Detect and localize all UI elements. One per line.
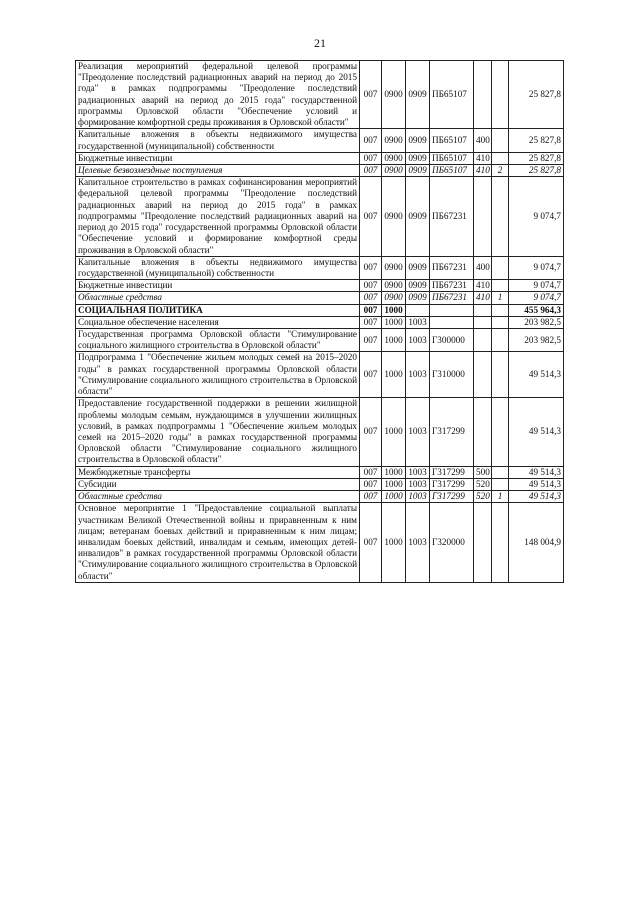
- row-funding-source-cell: [492, 329, 509, 352]
- row-sum-cell: 25 827,8: [509, 129, 564, 152]
- row-target-article-cell: Г317299: [430, 398, 474, 466]
- row-expense-type-cell: [474, 304, 492, 316]
- row-target-article-cell: Г300000: [430, 329, 474, 352]
- page-number: 21: [314, 36, 326, 50]
- row-target-article-cell: ПБ65107: [430, 129, 474, 152]
- table-row: [76, 398, 564, 466]
- row-grbs-cell: 007: [360, 478, 382, 490]
- row-name-cell: Межбюджетные трансферты: [76, 466, 360, 478]
- row-grbs-cell: 007: [360, 329, 382, 352]
- row-section-cell: 1000: [382, 398, 406, 466]
- row-grbs-cell: 007: [360, 256, 382, 279]
- row-name-cell: Капитальное строительство в рамках софинансирования мероприятий федеральной целевой программы "Преодоление последствий радиационных аварий на период до 2015 года" в рамках подпрограммы "Преодоление последствий радиационных аварий на период до 2015 года" государственной программы Орловской области "Обеспечение условий и формирование комфортной среды проживания в Орловской области": [76, 177, 360, 257]
- row-grbs-cell: 007: [360, 316, 382, 328]
- row-subsection-cell: 0909: [406, 152, 430, 164]
- row-target-article-cell: Г317299: [430, 491, 474, 503]
- table-row: [76, 466, 564, 478]
- row-expense-type-cell: 520: [474, 491, 492, 503]
- row-name-cell: Основное мероприятие 1 "Предоставление социальной выплаты участникам Великой Отечественной войны и приравненным к ним лицам; ветеранам боевых действий и приравненным к ним лицам; инвалидам боевых действий, инвалидам и семьям, имеющих детей-инвалидов" в рамках государственной программы Орловской области "Стимулирование социального жилищного строительства в Орловской области": [76, 503, 360, 583]
- row-funding-source-cell: [492, 352, 509, 398]
- row-name-cell: Реализация мероприятий федеральной целевой программы "Преодоление последствий радиационных аварий на период до 2015 года" в рамках подпрограммы "Преодоление последствий радиационных аварий на период до 2015 года" государственной программы Орловской области "Обеспечение условий и формирование комфортной среды проживания в Орловской области": [76, 61, 360, 129]
- row-grbs-cell: 007: [360, 129, 382, 152]
- row-sum-cell: 49 514,3: [509, 478, 564, 490]
- row-subsection-cell: 1003: [406, 503, 430, 583]
- row-name-cell: Областные средства: [76, 491, 360, 503]
- budget-table: [75, 60, 564, 583]
- table-row: [76, 478, 564, 490]
- row-sum-cell: 49 514,3: [509, 491, 564, 503]
- row-sum-cell: 9 074,7: [509, 280, 564, 292]
- row-name-cell: Целевые безвозмездные поступления: [76, 164, 360, 176]
- row-section-cell: 0900: [382, 177, 406, 257]
- row-section-cell: 1000: [382, 329, 406, 352]
- row-grbs-cell: 007: [360, 164, 382, 176]
- row-target-article-cell: ПБ65107: [430, 164, 474, 176]
- row-section-cell: 0900: [382, 256, 406, 279]
- row-grbs-cell: 007: [360, 352, 382, 398]
- row-funding-source-cell: [492, 152, 509, 164]
- row-subsection-cell: 1003: [406, 478, 430, 490]
- row-subsection-cell: 0909: [406, 177, 430, 257]
- row-sum-cell: 455 964,3: [509, 304, 564, 316]
- row-grbs-cell: 007: [360, 152, 382, 164]
- row-target-article-cell: [430, 316, 474, 328]
- row-name-cell: Бюджетные инвестиции: [76, 152, 360, 164]
- row-funding-source-cell: [492, 503, 509, 583]
- row-section-cell: 0900: [382, 129, 406, 152]
- row-expense-type-cell: [474, 352, 492, 398]
- row-name-cell: Областные средства: [76, 292, 360, 304]
- row-section-cell: 1000: [382, 491, 406, 503]
- row-funding-source-cell: [492, 177, 509, 257]
- row-section-cell: 1000: [382, 503, 406, 583]
- row-sum-cell: 25 827,8: [509, 61, 564, 129]
- row-target-article-cell: Г310000: [430, 352, 474, 398]
- row-section-cell: 1000: [382, 316, 406, 328]
- row-sum-cell: 49 514,3: [509, 398, 564, 466]
- table-row: [76, 329, 564, 352]
- row-section-cell: 1000: [382, 352, 406, 398]
- row-name-cell: Государственная программа Орловской области "Стимулирование социального жилищного строительства в Орловской области": [76, 329, 360, 352]
- row-name-cell: Субсидии: [76, 478, 360, 490]
- table-row: [76, 292, 564, 304]
- row-subsection-cell: 1003: [406, 352, 430, 398]
- table-row: [76, 164, 564, 176]
- row-section-cell: 1000: [382, 304, 406, 316]
- row-subsection-cell: 0909: [406, 256, 430, 279]
- row-funding-source-cell: [492, 280, 509, 292]
- row-grbs-cell: 007: [360, 466, 382, 478]
- table-row: [76, 129, 564, 152]
- table-row: [76, 61, 564, 129]
- table-row: [76, 152, 564, 164]
- row-target-article-cell: Г317299: [430, 466, 474, 478]
- row-sum-cell: 203 982,5: [509, 329, 564, 352]
- row-target-article-cell: ПБ67231: [430, 292, 474, 304]
- row-name-cell: Капитальные вложения в объекты недвижимого имущества государственной (муниципальной) собственности: [76, 256, 360, 279]
- table-row: [76, 280, 564, 292]
- table-row: [76, 352, 564, 398]
- row-expense-type-cell: [474, 61, 492, 129]
- row-sum-cell: 203 982,5: [509, 316, 564, 328]
- row-sum-cell: 49 514,3: [509, 352, 564, 398]
- row-grbs-cell: 007: [360, 292, 382, 304]
- row-subsection-cell: 1003: [406, 329, 430, 352]
- row-subsection-cell: 0909: [406, 164, 430, 176]
- row-funding-source-cell: [492, 398, 509, 466]
- table-row: [76, 503, 564, 583]
- row-subsection-cell: 0909: [406, 280, 430, 292]
- row-target-article-cell: ПБ65107: [430, 152, 474, 164]
- row-expense-type-cell: 410: [474, 152, 492, 164]
- row-name-cell: Бюджетные инвестиции: [76, 280, 360, 292]
- row-funding-source-cell: 1: [492, 292, 509, 304]
- row-funding-source-cell: [492, 478, 509, 490]
- row-subsection-cell: 0909: [406, 61, 430, 129]
- row-expense-type-cell: [474, 316, 492, 328]
- row-funding-source-cell: [492, 304, 509, 316]
- row-expense-type-cell: 400: [474, 256, 492, 279]
- row-name-cell: Социальное обеспечение населения: [76, 316, 360, 328]
- row-subsection-cell: 1003: [406, 398, 430, 466]
- row-section-cell: 0900: [382, 280, 406, 292]
- table-row: [76, 256, 564, 279]
- row-subsection-cell: 1003: [406, 466, 430, 478]
- row-target-article-cell: ПБ67231: [430, 256, 474, 279]
- row-expense-type-cell: 400: [474, 129, 492, 152]
- row-section-cell: 0900: [382, 164, 406, 176]
- row-expense-type-cell: 410: [474, 280, 492, 292]
- row-grbs-cell: 007: [360, 61, 382, 129]
- row-funding-source-cell: 2: [492, 164, 509, 176]
- row-section-cell: 1000: [382, 478, 406, 490]
- row-expense-type-cell: 500: [474, 466, 492, 478]
- row-section-cell: 0900: [382, 152, 406, 164]
- row-funding-source-cell: [492, 316, 509, 328]
- row-sum-cell: 148 004,9: [509, 503, 564, 583]
- row-funding-source-cell: [492, 129, 509, 152]
- row-subsection-cell: 1003: [406, 316, 430, 328]
- row-subsection-cell: [406, 304, 430, 316]
- row-sum-cell: 49 514,3: [509, 466, 564, 478]
- row-grbs-cell: 007: [360, 304, 382, 316]
- row-expense-type-cell: [474, 398, 492, 466]
- row-funding-source-cell: 1: [492, 491, 509, 503]
- row-name-cell: Капитальные вложения в объекты недвижимого имущества государственной (муниципальной) собственности: [76, 129, 360, 152]
- row-target-article-cell: ПБ65107: [430, 61, 474, 129]
- row-subsection-cell: 0909: [406, 129, 430, 152]
- row-sum-cell: 25 827,8: [509, 152, 564, 164]
- row-funding-source-cell: [492, 466, 509, 478]
- table-row: [76, 491, 564, 503]
- table-row: [76, 177, 564, 257]
- row-sum-cell: 9 074,7: [509, 256, 564, 279]
- row-name-cell: СОЦИАЛЬНАЯ ПОЛИТИКА: [76, 304, 360, 316]
- row-name-cell: Предоставление государственной поддержки в решении жилищной проблемы молодым семьям, нуждающимся в улучшении жилищных условий, в рамках подпрограммы 1 "Обеспечение жильем молодых семей на 2015–2020 годы" в рамках государственной программы Орловской области "Стимулирование социального жилищного строительства в Орловской области": [76, 398, 360, 466]
- row-funding-source-cell: [492, 61, 509, 129]
- row-sum-cell: 9 074,7: [509, 177, 564, 257]
- row-grbs-cell: 007: [360, 398, 382, 466]
- row-name-cell: Подпрограмма 1 "Обеспечение жильем молодых семей на 2015–2020 годы" в рамках государственной программы Орловской области "Стимулирование социального жилищного строительства в Орловской области": [76, 352, 360, 398]
- row-funding-source-cell: [492, 256, 509, 279]
- table-row: [76, 316, 564, 328]
- row-section-cell: 1000: [382, 466, 406, 478]
- row-subsection-cell: 0909: [406, 292, 430, 304]
- row-target-article-cell: [430, 304, 474, 316]
- row-sum-cell: 9 074,7: [509, 292, 564, 304]
- row-sum-cell: 25 827,8: [509, 164, 564, 176]
- row-expense-type-cell: [474, 177, 492, 257]
- row-grbs-cell: 007: [360, 503, 382, 583]
- row-target-article-cell: Г317299: [430, 478, 474, 490]
- row-subsection-cell: 1003: [406, 491, 430, 503]
- row-target-article-cell: Г320000: [430, 503, 474, 583]
- row-expense-type-cell: 410: [474, 164, 492, 176]
- row-grbs-cell: 007: [360, 491, 382, 503]
- row-section-cell: 0900: [382, 292, 406, 304]
- row-expense-type-cell: 520: [474, 478, 492, 490]
- table-row: [76, 304, 564, 316]
- row-target-article-cell: ПБ67231: [430, 280, 474, 292]
- row-expense-type-cell: [474, 329, 492, 352]
- row-expense-type-cell: [474, 503, 492, 583]
- row-expense-type-cell: 410: [474, 292, 492, 304]
- row-grbs-cell: 007: [360, 177, 382, 257]
- row-target-article-cell: ПБ67231: [430, 177, 474, 257]
- row-section-cell: 0900: [382, 61, 406, 129]
- row-grbs-cell: 007: [360, 280, 382, 292]
